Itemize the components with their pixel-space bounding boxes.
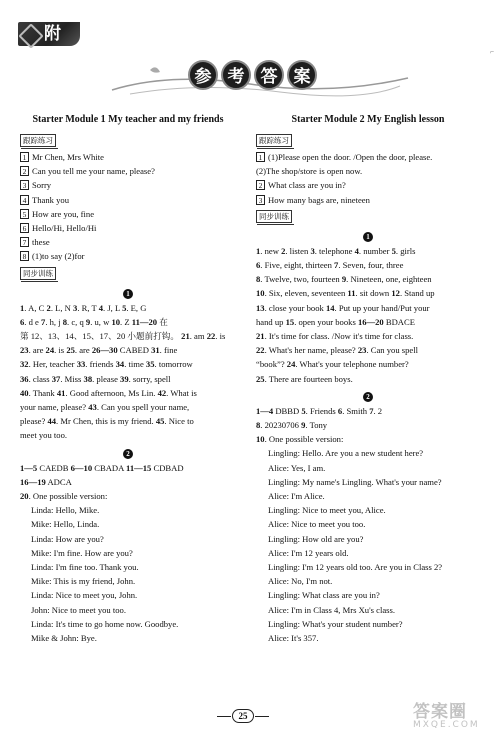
- dialogue-line: Alice: Yes, I am.: [268, 462, 326, 473]
- dialogue-line: Alice: I'm in Class 4, Mrs Xu's class.: [268, 604, 395, 615]
- dialogue-line: Alice: No, I'm not.: [268, 576, 333, 587]
- dialogue-line: Mike: This is my friend, John.: [31, 576, 136, 587]
- dialogue-line: Linda: Nice to meet you, John.: [31, 590, 138, 601]
- dialogue-line: Alice: It's 357.: [268, 633, 319, 644]
- section-number-1: 1: [256, 229, 480, 243]
- follow-item: 2 Can you tell me your name, please?: [20, 164, 236, 178]
- module-2-title: Starter Module 2 My English lesson: [291, 114, 445, 125]
- dialogue-line: Mike & John: Bye.: [31, 633, 97, 644]
- dialogue-line: Alice: I'm Alice.: [268, 491, 325, 502]
- left-column: [20, 114, 236, 645]
- section-number-2: 2: [20, 446, 236, 460]
- right-column: [256, 114, 480, 645]
- dialogue-line: Lingling: How old are you?: [268, 533, 364, 544]
- answer-line: meet you too.: [20, 430, 68, 441]
- answer-line: 8. 20230706 9. Tony: [256, 420, 328, 431]
- follow-item: 5 How are you, fine: [20, 207, 236, 221]
- tag-sync-training: 同步训练: [20, 267, 56, 280]
- answer-line: 23. are 24. is 25. are 26—30 CABED 31. fine: [20, 345, 178, 356]
- dialogue-line: Linda: How are you?: [31, 533, 104, 544]
- appendix-tab: 附: [18, 22, 80, 46]
- section-number-1: 1: [20, 286, 236, 300]
- dialogue-line: Linda: It's time to go home now. Goodbye.: [31, 618, 179, 629]
- follow-item: 8 (1)to say (2)for: [20, 249, 236, 263]
- dialogue-line: Lingling: What's your student number?: [268, 618, 403, 629]
- answer-line: your name, please? 43. Can you spell your name,: [20, 402, 190, 413]
- banner-char-2: 考: [221, 60, 251, 90]
- answer-line: 25. There are fourteen boys.: [256, 373, 353, 384]
- answer-line: “book”? 24. What's your telephone number?: [256, 359, 409, 370]
- watermark: [413, 697, 495, 731]
- dialogue-line: Lingling: What class are you in?: [268, 590, 380, 601]
- module-1-title: Starter Module 1 My teacher and my friends: [32, 114, 224, 125]
- section-number-2: 2: [256, 389, 480, 403]
- follow-item: (2)The shop/store is open now.: [256, 166, 363, 177]
- follow-item: 2 What class are you in?: [256, 178, 480, 192]
- answer-banner: [110, 50, 400, 102]
- dialogue-line: John: Nice to meet you too.: [31, 604, 126, 615]
- answer-line: 1—4 DBBD 5. Friends 6. Smith 7. 2: [256, 405, 383, 416]
- dialogue-line: Alice: Nice to meet you too.: [268, 519, 366, 530]
- follow-item: 4 Thank you: [20, 193, 236, 207]
- answer-line: 1—5 CAEDB 6—10 CBADA 11—15 CDBAD: [20, 462, 184, 473]
- banner-char-4: 案: [287, 60, 317, 90]
- answer-line: 1. A, C 2. L, N 3. R, T 4. J, L 5. E, G: [20, 302, 147, 313]
- answer-line: 20. One possible version:: [20, 491, 108, 502]
- banner-char-1: 参: [188, 60, 218, 90]
- answer-line: 32. Her, teacher 33. friends 34. time 35. tomorrow: [20, 359, 193, 370]
- answer-line: 10. One possible version:: [256, 434, 344, 445]
- answer-line: 16—19 ADCA: [20, 476, 72, 487]
- answer-line: 8. Twelve, two, fourteen 9. Nineteen, one, eighteen: [256, 274, 432, 285]
- tag-sync-training: 同步训练: [256, 210, 292, 223]
- follow-item: 6 Hello/Hi, Hello/Hi: [20, 221, 236, 235]
- answer-line: 13. close your book 14. Put up your hand/Put your: [256, 302, 430, 313]
- answer-line: 21. It's time for class. /Now it's time for class.: [256, 331, 414, 342]
- answer-line: 10. Six, eleven, seventeen 11. sit down 12. Stand up: [256, 288, 435, 299]
- answer-line: 36. class 37. Miss 38. please 39. sorry, spell: [20, 373, 171, 384]
- follow-item: 3 How many bags are, nineteen: [256, 193, 480, 207]
- answer-line: 6. d e 7. h, j 8. c, q 9. u, w 10. Z 11—20 在: [20, 316, 168, 327]
- dialogue-line: Lingling: My name's Lingling. What's your name?: [268, 476, 442, 487]
- dialogue-line: Lingling: Nice to meet you, Alice.: [268, 505, 386, 516]
- dialogue-line: Lingling: Hello. Are you a new student here?: [268, 448, 424, 459]
- follow-item: 1 Mr Chen, Mrs White: [20, 150, 236, 164]
- follow-item: 7 these: [20, 235, 236, 249]
- dialogue-line: Mike: I'm fine. How are you?: [31, 547, 133, 558]
- dialogue-line: Linda: I'm fine too. Thank you.: [31, 562, 139, 573]
- dialogue-line: Linda: Hello, Mike.: [31, 505, 100, 516]
- answer-line: please? 44. Mr Chen, this is my friend. 45. Nice to: [20, 416, 194, 427]
- edge-mark: ⌐: [490, 48, 494, 56]
- tag-follow-practice: 跟踪练习: [20, 134, 56, 147]
- banner-char-3: 答: [254, 60, 284, 90]
- page-number: 25: [232, 709, 254, 723]
- dialogue-line: Alice: I'm 12 years old.: [268, 547, 349, 558]
- dialogue-line: Lingling: I'm 12 years old too. Are you in Class 2?: [268, 562, 443, 573]
- watermark-top: 答案圈: [413, 702, 467, 722]
- watermark-bottom: MXQE.COM: [413, 720, 480, 730]
- dialogue-line: Mike: Hello, Linda.: [31, 519, 100, 530]
- tag-follow-practice: 跟踪练习: [256, 134, 292, 147]
- follow-item: 3 Sorry: [20, 178, 236, 192]
- answer-line: 第 12、13、14、15、17、20 小题前打钩。 21. am 22. is: [20, 331, 226, 342]
- follow-item: 1 (1)Please open the door. /Open the door, please.: [256, 150, 480, 164]
- answer-line: 6. Five, eight, thirteen 7. Seven, four, three: [256, 260, 404, 271]
- answer-line: hand up 15. open your books 16—20 BDACE: [256, 316, 415, 327]
- answer-line: 40. Thank 41. Good afternoon, Ms Lin. 42. What is: [20, 387, 197, 398]
- answer-line: 22. What's her name, please? 23. Can you spell: [256, 345, 419, 356]
- answer-line: 1. new 2. listen 3. telephone 4. number 5. girls: [256, 245, 416, 256]
